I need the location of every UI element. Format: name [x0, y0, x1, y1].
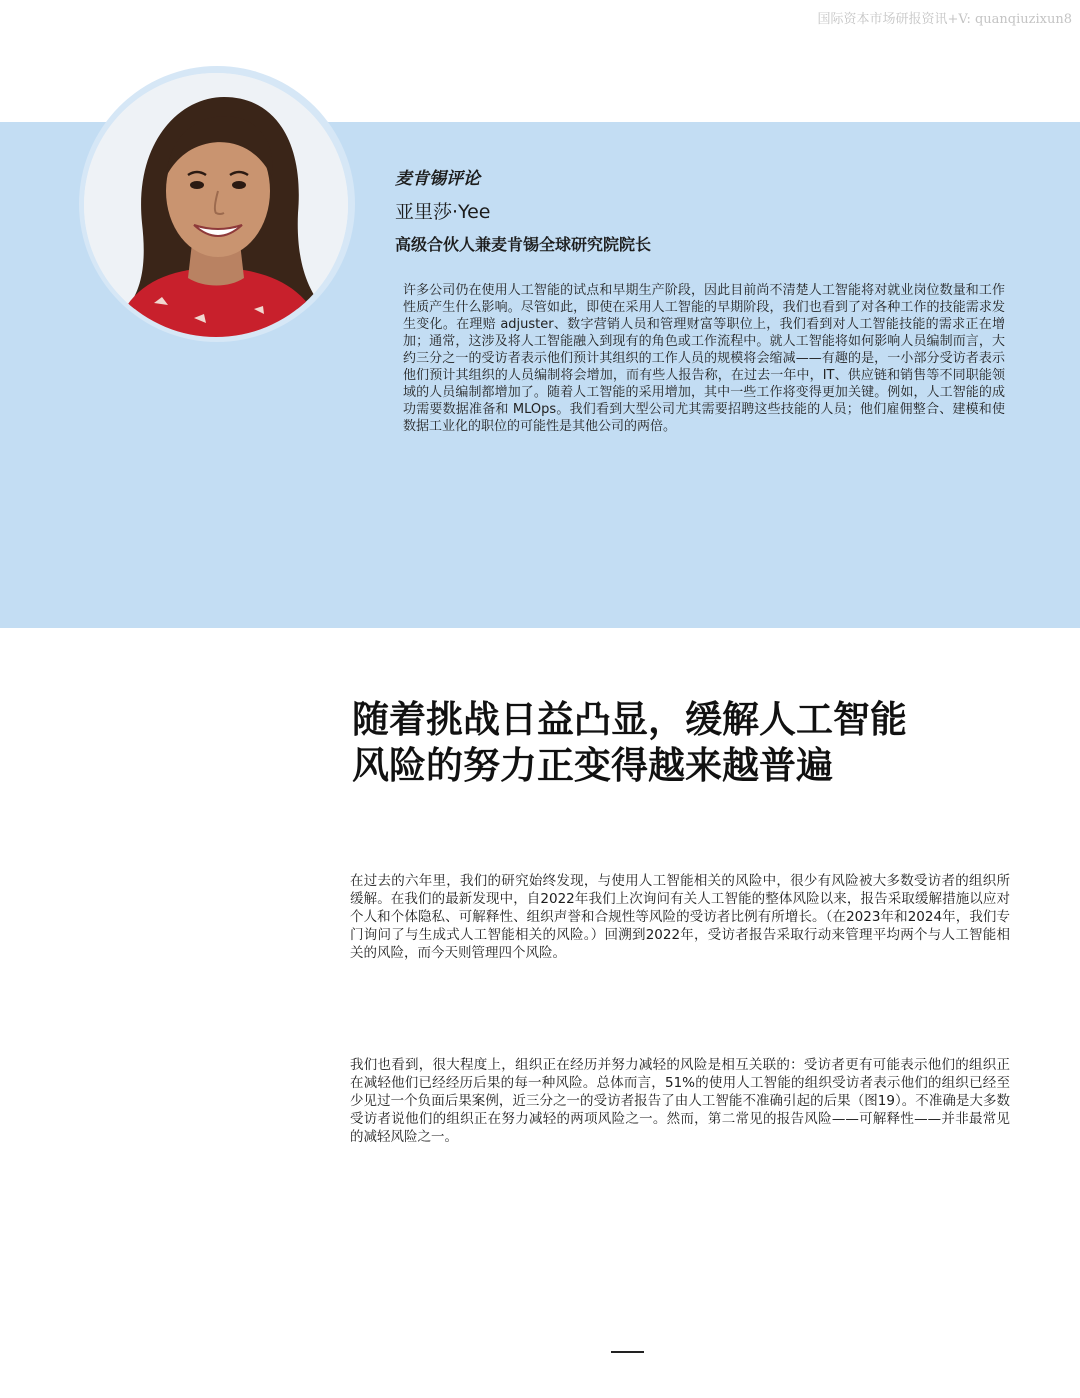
author-byline [395, 168, 651, 256]
page-footer-mark [611, 1351, 644, 1353]
body-paragraph: 在过去的六年里，我们的研究始终发现，与使用人工智能相关的风险中，很少有风险被大多数受访者的组织所缓解。在我们的最新发现中，自2022年我们上次询问有关人工智能的整体风险以来，报告采取缓解措施以应对个人和个体隐私、可解释性、组织声誉和合规性等风险的受访者比例有所增长。（在2023年和2024年，我们专门询问了与生成式人工智能相关的风险。）回溯到2022年，受访者报告采取行动来管理平均两个与人工智能相关的风险，而今天则管理四个风险。 [350, 873, 1010, 961]
commentary-label: 麦肯锡评论 [395, 169, 480, 189]
person-photo-icon [84, 73, 348, 337]
author-name: 亚里莎·Yee [395, 201, 491, 223]
commentary-text: 许多公司仍在使用人工智能的试点和早期生产阶段，因此目前尚不清楚人工智能将对就业岗位数量和工作性质产生什么影响。尽管如此，即使在采用人工智能的早期阶段，我们也看到了对各种工作的技能需求发生变化。在理赔 adjuster、数字营销人员和管理财富等职位上，我们看到对人工智能技能的需求正在增加；通常，这涉及将人工智能融入到现有的角色或工作流程中。就人工智能将如何影响人员编制而言，大约三分之一的受访者表示他们预计其组织的工作人员的规模将会缩减——有趣的是，一小部分受访者表示他们预计其组织的人员编制将会增加，而有些人报告称，在过去一年中，IT、供应链和销售等不同职能领域的人员编制都增加了。随着人工智能的采用增加，其中一些工作将变得更加关键。例如，人工智能的成功需要数据准备和 MLOps。我们看到大型公司尤其需要招聘这些技能的人员；他们雇佣整合、建模和使数据工业化的职位的可能性是其他公司的两倍。 [403, 283, 1005, 434]
author-portrait [84, 73, 348, 337]
author-role: 高级合伙人兼麦肯锡全球研究院院长 [395, 235, 652, 254]
body-paragraph: 我们也看到，很大程度上，组织正在经历并努力减轻的风险是相互关联的：受访者更有可能表示他们的组织正在减轻他们已经经历后果的每一种风险。总体而言，51%的使用人工智能的组织受访者表示他们的组织已经至少见过一个负面后果案例，近三分之一的受访者报告了由人工智能不准确引起的后果（图19）。不准确是大多数受访者说他们的组织正在努力减轻的两项风险之一。然而，第二常见的报告风险——可解释性——并非最常见的减轻风险之一。 [350, 1057, 1010, 1145]
watermark: 国际资本市场研报资讯+V: quanqiuzixun8 [817, 12, 1072, 27]
section-heading: 随着挑战日益凸显，缓解人工智能风险的努力正变得越来越普遍 [352, 698, 907, 787]
